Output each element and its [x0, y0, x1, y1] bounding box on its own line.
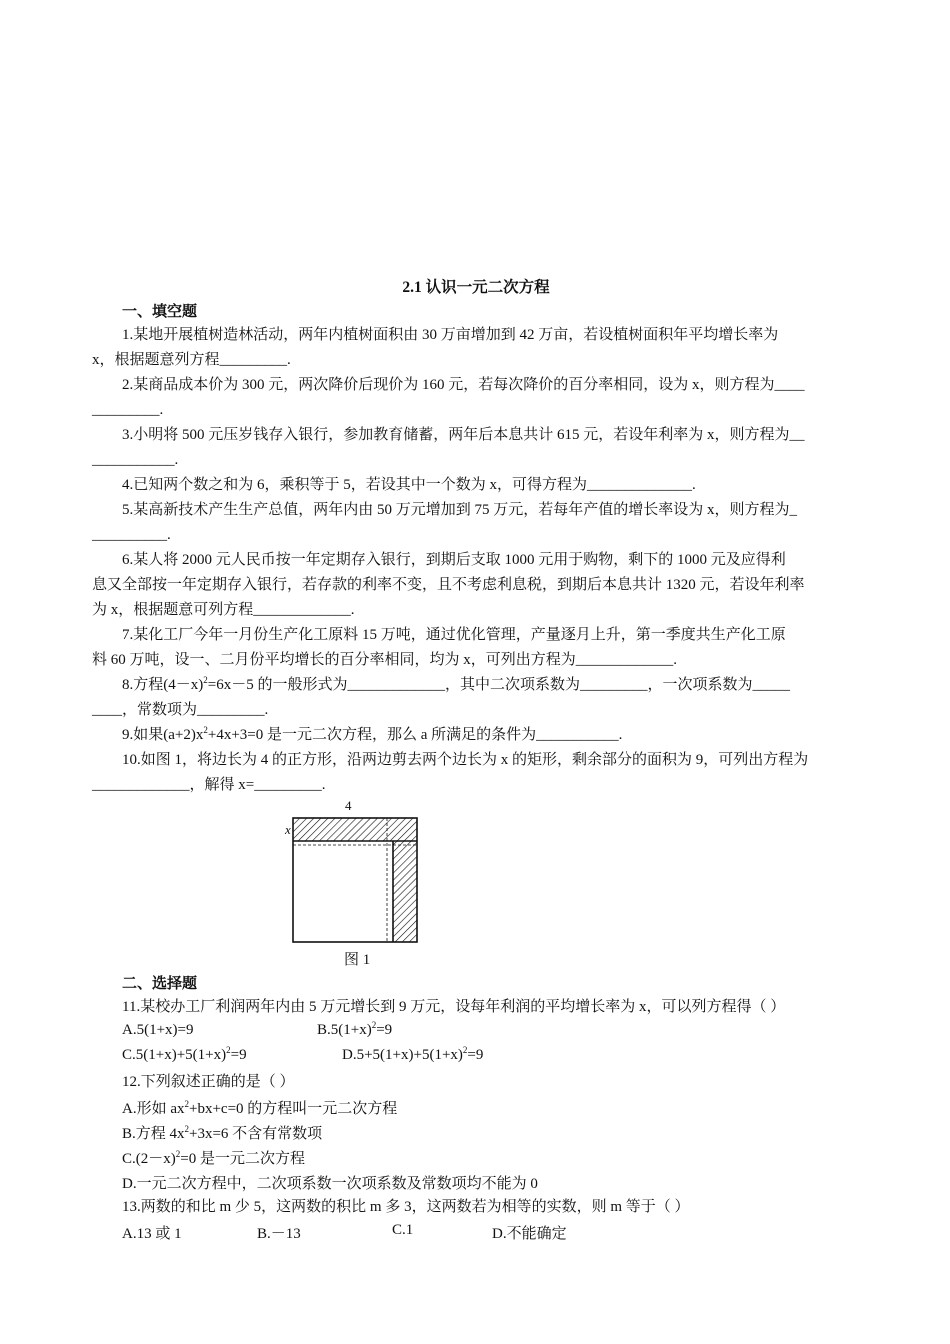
- q11-b-sup: 2: [371, 1020, 377, 1030]
- q12-c-sup: 2: [175, 1149, 181, 1159]
- q11-c-text2: =9: [230, 1047, 247, 1063]
- q7-line1: 7.某化工厂今年一月份生产化工原料 15 万吨，通过优化管理，产量逐月上升，第一季度共生产化工原: [122, 627, 786, 643]
- q11-d-text: D.5+5(1+x)+5(1+x): [342, 1047, 463, 1063]
- q10-line1: 10.如图 1，将边长为 4 的正方形，沿两边剪去两个边长为 x 的矩形，剩余部分的面积为 9，可列出方程为: [122, 752, 809, 768]
- top-hatched-strip: [293, 818, 417, 841]
- q8-superscript: 2: [203, 675, 208, 685]
- section-fill-in-blank: 一、填空题: [122, 304, 198, 320]
- q12: 12.下列叙述正确的是（ ）: [122, 1074, 295, 1090]
- right-hatched-strip: [393, 841, 417, 942]
- q3-line1: 3.小明将 500 元压岁钱存入银行，参加教育储蓄，两年后本息共计 615 元，若设年利率为 x，则方程为__: [122, 427, 805, 443]
- section-multiple-choice: 二、选择题: [122, 976, 198, 992]
- q12-b-text2: +3x=6 不含有常数项: [189, 1126, 323, 1142]
- q11-b-text: B.5(1+x): [317, 1022, 372, 1038]
- q11-c-text: C.5(1+x)+5(1+x): [122, 1047, 227, 1063]
- q13-option-d: D.不能确定: [492, 1226, 567, 1242]
- q7-line2: 料 60 万吨，设一、二月份平均增长的百分率相同，均为 x，可列出方程为_____________.: [92, 652, 678, 668]
- q5-line1: 5.某高新技术产生生产总值，两年内由 50 万元增加到 75 万元，若每年产值的增长率设为 x，则方程为_: [122, 502, 798, 518]
- q12-option-a: [122, 1097, 397, 1118]
- q1-line2: x，根据题意列方程_________.: [92, 352, 291, 368]
- q10-line2: _____________，解得 x=_________.: [92, 777, 326, 793]
- q11-d-text2: =9: [467, 1047, 484, 1063]
- figure-top-label: 4: [345, 798, 352, 813]
- q12-b-sup: 2: [184, 1124, 190, 1134]
- q2-line2: _________.: [92, 402, 164, 418]
- q12-c-text2: =0 是一元二次方程: [180, 1151, 305, 1167]
- q3-line2: ___________.: [92, 452, 179, 468]
- q6-line2: 息又全部按一年定期存入银行，若存款的利率不变，且不考虑利息税，到期后本息共计 1320 元，若设年利率: [92, 577, 805, 593]
- q4: 4.已知两个数之和为 6，乘积等于 5，若设其中一个数为 x，可得方程为______________.: [122, 477, 696, 493]
- q13-option-c: C.1: [392, 1222, 414, 1238]
- q13: 13.两数的和比 m 少 5，这两数的积比 m 多 3，这两数若为相等的实数，则 m 等于（ ）: [122, 1199, 690, 1215]
- q12-a-sup: 2: [184, 1099, 189, 1109]
- square-figure: [277, 798, 427, 968]
- q12-option-b: [122, 1122, 322, 1143]
- q6-line3: 为 x，根据题意可列方程_____________.: [92, 602, 355, 618]
- q8-line2: ____，常数项为_________.: [92, 702, 269, 718]
- figure-caption: 图 1: [344, 952, 371, 968]
- q11-c-sup: 2: [226, 1045, 231, 1055]
- q11-option-c: [122, 1047, 247, 1064]
- q11-option-b: [317, 1022, 392, 1039]
- figure-side-label: x: [285, 822, 291, 837]
- q9: [122, 723, 622, 747]
- q9-text-b: +4x+3=0 是一元二次方程，那么 a 所满足的条件为___________.: [207, 727, 623, 743]
- q13-option-b: B.－13: [257, 1226, 301, 1242]
- q11-d-sup: 2: [462, 1045, 468, 1055]
- q13-option-a: A.13 或 1: [122, 1226, 182, 1242]
- q1-line1: 1.某地开展植树造林活动，两年内植树面积由 30 万亩增加到 42 万亩，若设植树面积年平均增长率为: [122, 327, 779, 343]
- q9-superscript: 2: [203, 725, 208, 735]
- q12-b-text: B.方程 4x: [122, 1126, 185, 1142]
- q6-line1: 6.某人将 2000 元人民币按一年定期存入银行，到期后支取 1000 元用于购物，剩下的 1000 元及应得利: [122, 552, 786, 568]
- q8-text-b: =6x－5 的一般形式为_____________，其中二次项系数为_________，一次项系数为_____: [207, 677, 790, 693]
- q12-option-c: [122, 1147, 305, 1168]
- q2-line1: 2.某商品成本价为 300 元，两次降价后现价为 160 元，若每次降价的百分率相同，设为 x，则方程为____: [122, 377, 805, 393]
- page-title: 2.1 认识一元二次方程: [402, 279, 550, 296]
- q12-option-d: D.一元二次方程中，二次项系数一次项系数及常数项均不能为 0: [122, 1176, 538, 1192]
- q8-text-a: 8.方程(4－x): [122, 677, 204, 693]
- q11-b-text2: =9: [376, 1022, 393, 1038]
- q12-a-text: A.形如 ax: [122, 1101, 185, 1117]
- q11-option-a: A.5(1+x)=9: [122, 1022, 194, 1038]
- q8-line1: [122, 673, 790, 697]
- q12-c-text: C.(2－x): [122, 1151, 176, 1167]
- q9-text-a: 9.如果(a+2)x: [122, 727, 204, 743]
- q11: 11.某校办工厂利润两年内由 5 万元增长到 9 万元，设每年利润的平均增长率为 x，可以列方程得（ ）: [122, 999, 786, 1015]
- q11-option-d: [342, 1047, 483, 1064]
- q12-a-text2: +bx+c=0 的方程叫一元二次方程: [189, 1101, 398, 1117]
- q5-line2: __________.: [92, 527, 171, 543]
